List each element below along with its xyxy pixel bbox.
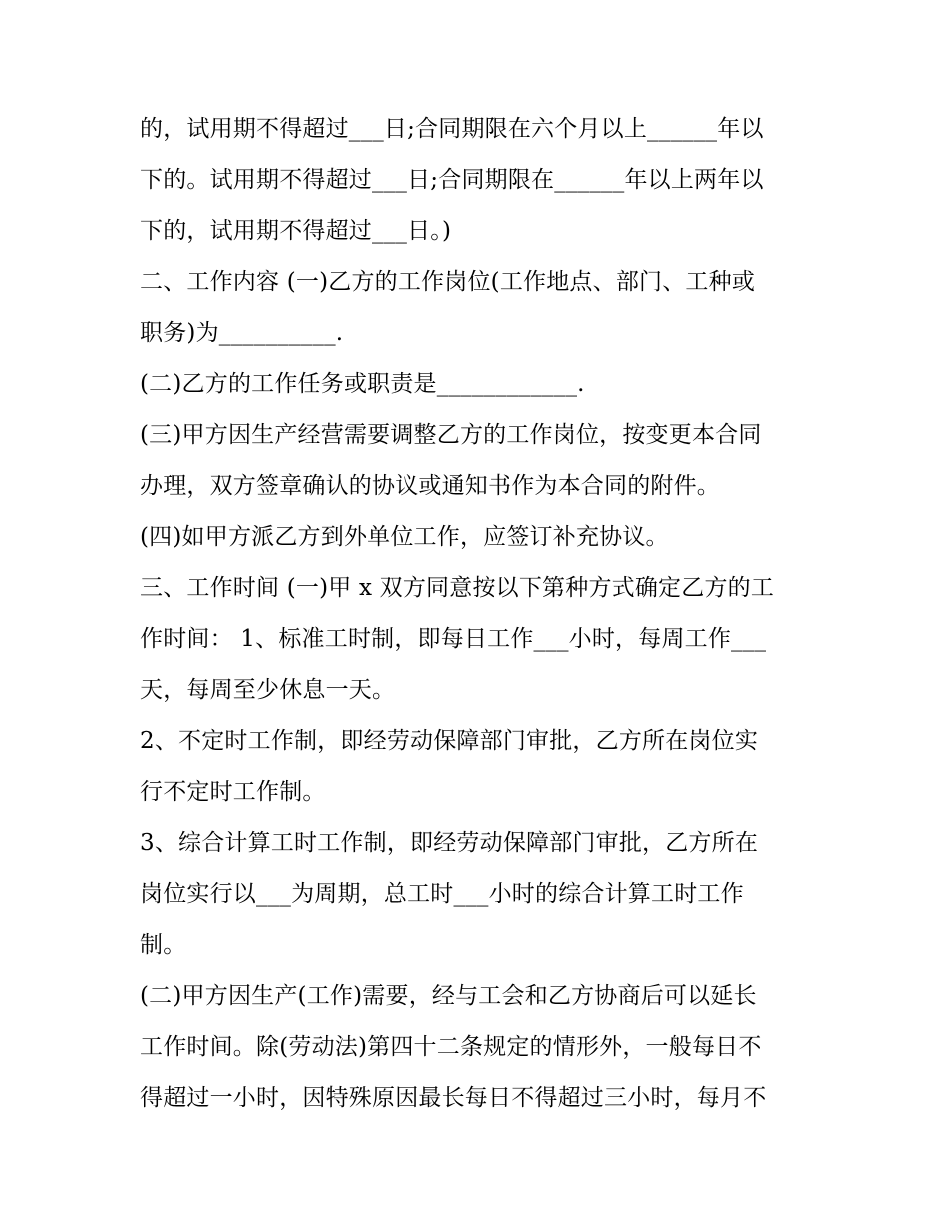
text-line: 办理，双方签章确认的协议或通知书作为本合同的附件。 xyxy=(140,473,720,499)
text-line: 得超过一小时，因特殊原因最长每日不得超过三小时，每月不 xyxy=(140,1085,767,1111)
text-line: 职务)为__________. xyxy=(140,320,344,346)
text-line: (二)甲方因生产(工作)需要，经与工会和乙方协商后可以延长 xyxy=(140,983,757,1009)
text-line: 下的，试用期不得超过___日。) xyxy=(140,218,452,244)
text-line: 作时间： 1、标准工时制，即每日工作___小时，每周工作___ xyxy=(140,626,767,652)
text-line: 行不定时工作制。 xyxy=(140,779,326,805)
text-line: 岗位实行以___为周期，总工时___小时的综合计算工时工作 xyxy=(140,881,744,907)
text-line: (四)如甲方派乙方到外单位工作，应签订补充协议。 xyxy=(140,524,669,550)
text-line: 的，试用期不得超过___日;合同期限在六个月以上______年以 xyxy=(140,116,764,142)
section-heading-work-time: 三、工作时间 (一)甲 x 双方同意按以下第种方式确定乙方的工 xyxy=(140,575,775,601)
text-line: 3、综合计算工时工作制，即经劳动保障部门审批，乙方所在 xyxy=(140,830,759,856)
text-line: 制。 xyxy=(140,932,187,958)
text-line: (三)甲方因生产经营需要调整乙方的工作岗位，按变更本合同 xyxy=(140,422,762,448)
section-heading-work-content: 二、工作内容 (一)乙方的工作岗位(工作地点、部门、工种或 xyxy=(140,269,756,295)
text-line: 2、不定时工作制，即经劳动保障部门审批，乙方所在岗位实 xyxy=(140,728,759,754)
text-line: 天，每周至少休息一天。 xyxy=(140,677,396,703)
text-line: (二)乙方的工作任务或职责是____________. xyxy=(140,371,585,397)
text-line: 下的。试用期不得超过___日;合同期限在______年以上两年以 xyxy=(140,167,764,193)
text-line: 工作时间。除(劳动法)第四十二条规定的情形外，一般每日不 xyxy=(140,1034,762,1060)
document-body xyxy=(140,104,830,1124)
